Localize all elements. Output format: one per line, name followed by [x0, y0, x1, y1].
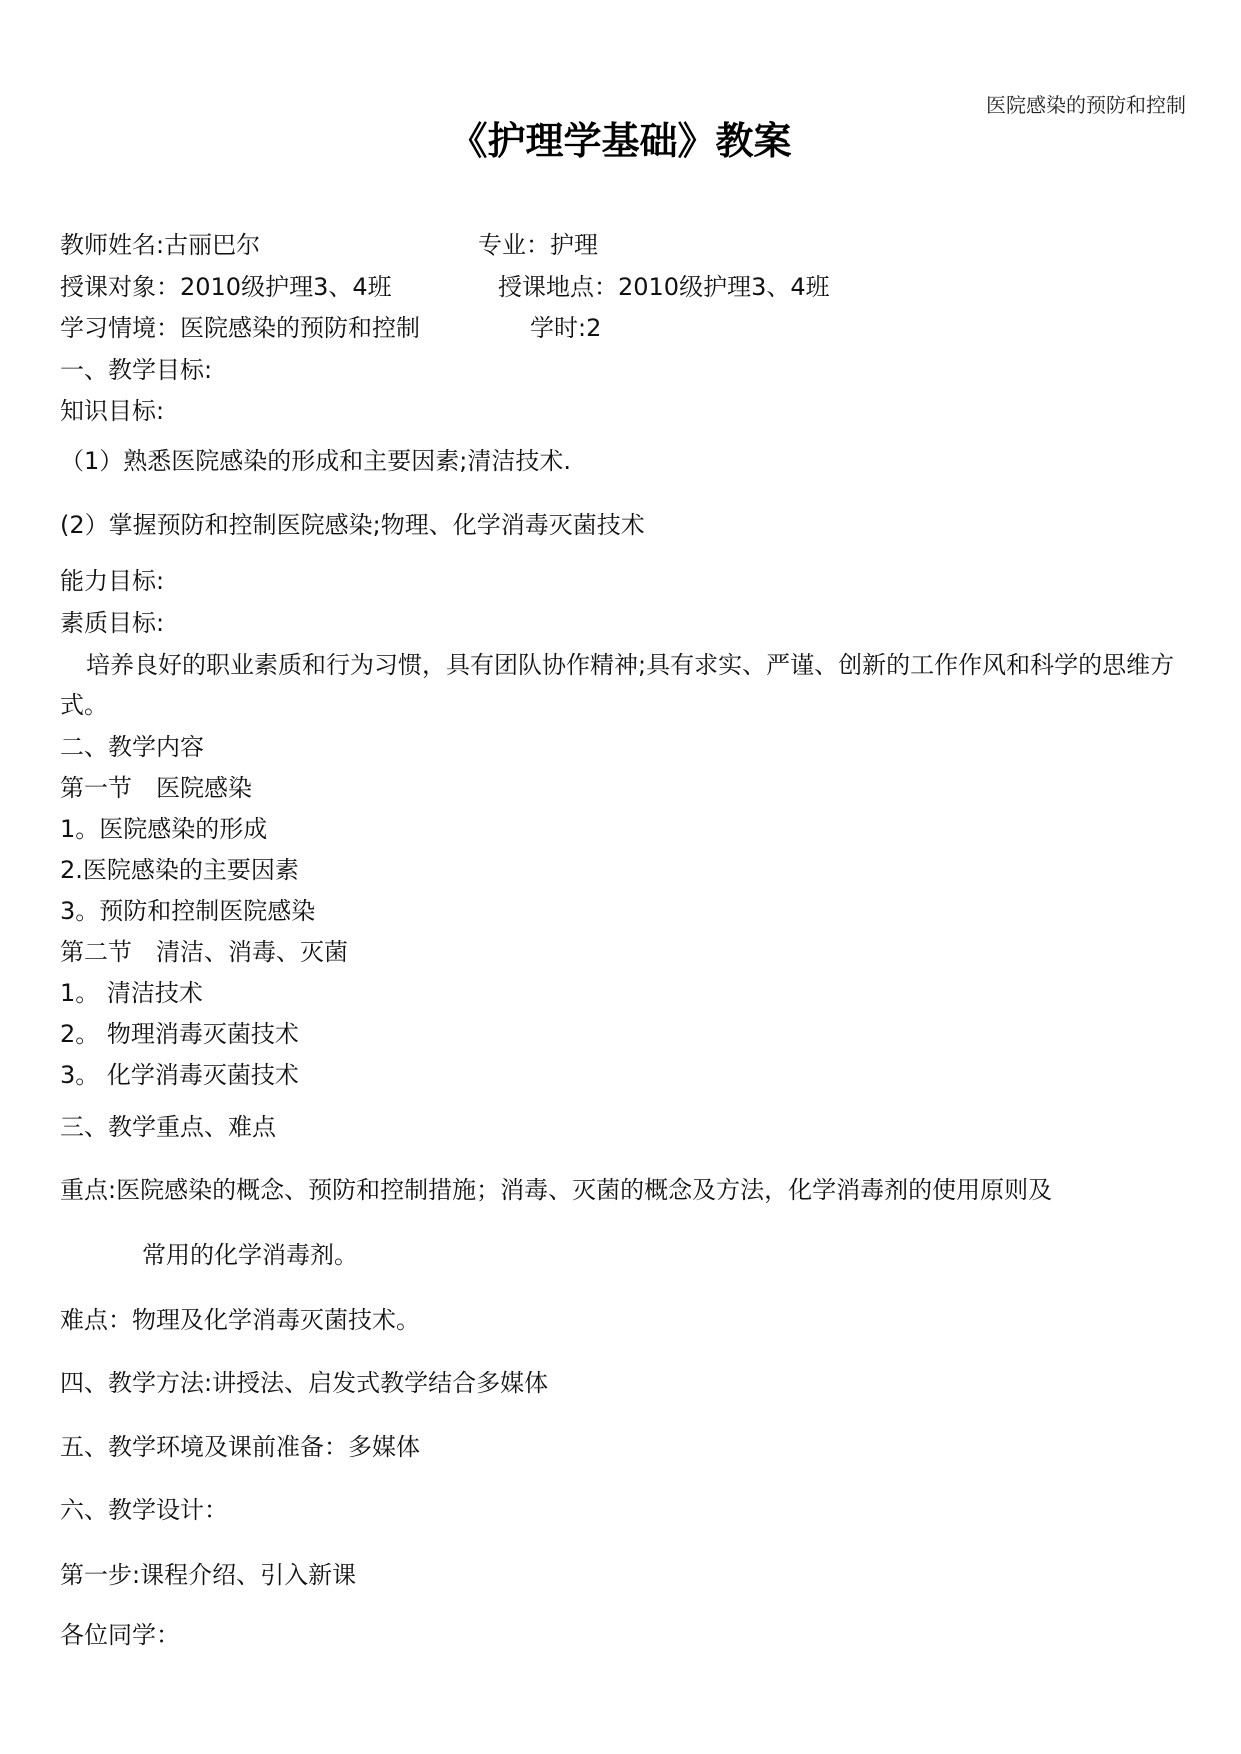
quality-paragraph: 培养良好的职业素质和行为习惯，具有团队协作精神;具有求实、严谨、创新的工作作风和科学的思维方式。 — [60, 651, 1175, 719]
list-item: 2。 物理消毒灭菌技术 — [60, 1020, 299, 1048]
knowledge-item-2: (2）掌握预防和控制医院感染;物理、化学消毒灭菌技术 — [60, 511, 645, 539]
section-2-heading: 二、教学内容 — [60, 733, 204, 761]
knowledge-label: 知识目标: — [60, 397, 165, 425]
ability-label: 能力目标: — [60, 567, 165, 595]
class-hours: 学时:2 — [530, 314, 602, 342]
list-item: 1。 清洁技术 — [60, 979, 203, 1007]
greeting: 各位同学： — [60, 1621, 180, 1649]
section-4-methods: 四、教学方法:讲授法、启发式教学结合多媒体 — [60, 1369, 549, 1397]
major: 专业：护理 — [478, 231, 598, 259]
key-points-line-2: 常用的化学消毒剂。 — [142, 1241, 358, 1269]
audience: 授课对象：2010级护理3、4班 — [60, 273, 392, 301]
document-title: 《护理学基础》教案 — [449, 119, 792, 163]
knowledge-item-1: （1）熟悉医院感染的形成和主要因素;清洁技术. — [60, 447, 571, 475]
learning-context: 学习情境：医院感染的预防和控制 — [60, 314, 420, 342]
step-1: 第一步:课程介绍、引入新课 — [60, 1561, 357, 1589]
teacher-name: 教师姓名:古丽巴尔 — [60, 231, 261, 259]
section-3-heading: 三、教学重点、难点 — [60, 1113, 276, 1141]
section-6-design: 六、教学设计： — [60, 1496, 228, 1524]
quality-label: 素质目标: — [60, 609, 165, 637]
part-1-title: 第一节 医院感染 — [60, 774, 252, 802]
list-item: 3。 化学消毒灭菌技术 — [60, 1061, 299, 1089]
list-item: 3。预防和控制医院感染 — [60, 897, 316, 925]
section-5-environment: 五、教学环境及课前准备：多媒体 — [60, 1433, 420, 1461]
list-item: 1。医院感染的形成 — [60, 815, 268, 843]
running-header: 医院感染的预防和控制 — [986, 93, 1186, 117]
location: 授课地点：2010级护理3、4班 — [498, 273, 830, 301]
section-1-heading: 一、教学目标: — [60, 356, 213, 384]
difficulties: 难点：物理及化学消毒灭菌技术。 — [60, 1306, 420, 1334]
list-item: 2.医院感染的主要因素 — [60, 856, 299, 884]
part-2-title: 第二节 清洁、消毒、灭菌 — [60, 938, 348, 966]
key-points-line-1: 重点:医院感染的概念、预防和控制措施；消毒、灭菌的概念及方法，化学消毒剂的使用原则及 — [60, 1176, 1053, 1204]
